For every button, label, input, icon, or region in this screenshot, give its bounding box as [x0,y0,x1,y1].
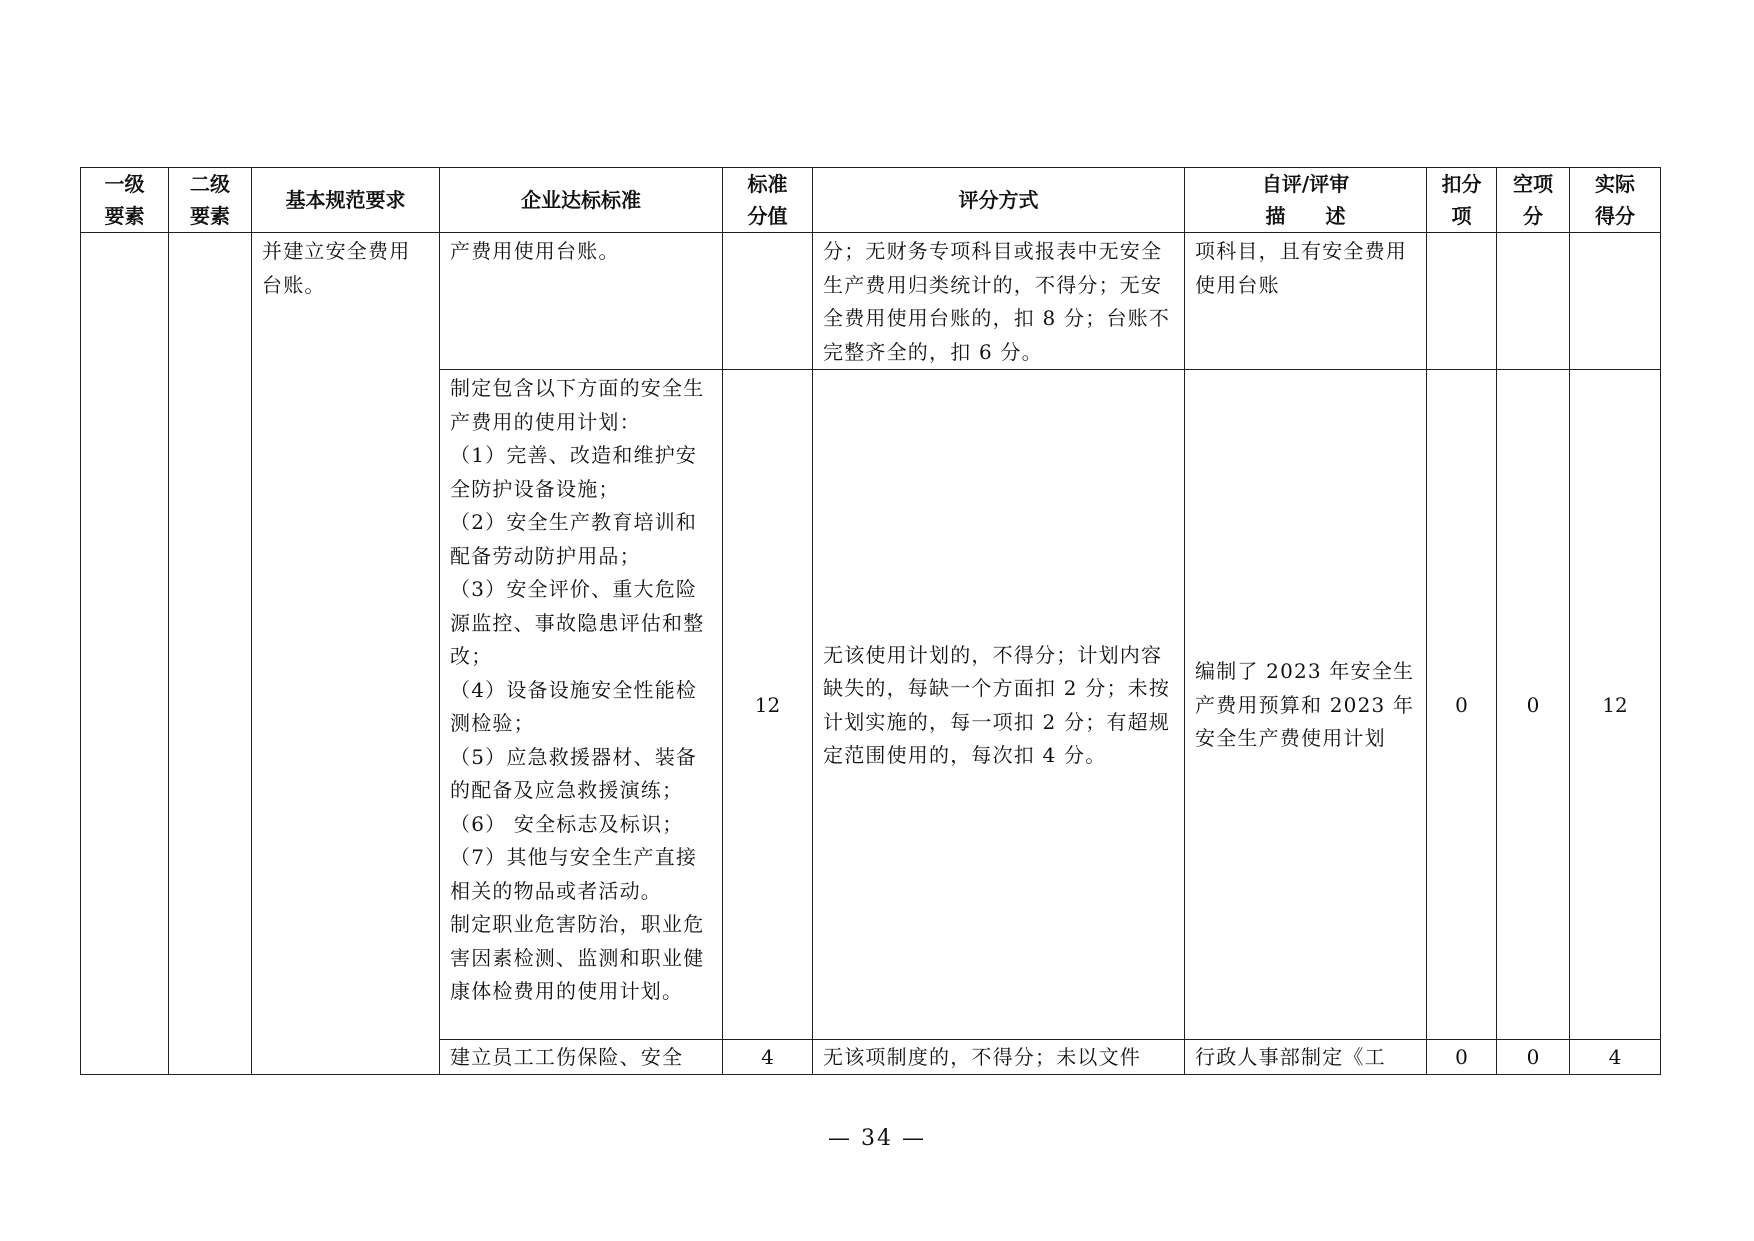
empty-score-cell [1497,233,1570,370]
actual-score-cell [1570,233,1661,370]
header-basic-requirements: 基本规范要求 [252,168,440,233]
header-level1: 一级 要素 [81,168,169,233]
scoring-method-cell: 无该使用计划的，不得分；计划内容缺失的，每缺一个方面扣 2 分；未按计划实施的，每一项扣 2 分；有超规定范围使用的，每次扣 4 分。 [813,370,1185,1040]
header-level2: 二级 要素 [169,168,252,233]
standard-score-cell: 4 [723,1040,813,1075]
standard-cell: 制定包含以下方面的安全生产费用的使用计划： （1）完善、改造和维护安全防护设备设施； （2）安全生产教育培训和配备劳动防护用品； （3）安全评价、重大危险源监控、事故隐患评估和整改； （4）设备设施安全性能检测检验； （5）应急救援器材、装备的配备及应急救援演练； （6） 安全标志及标识； （7）其他与安全生产直接相关的物品或者活动。 制定职业危害防治，职业危害因素检测、监测和职业健康体检费用的使用计划。 [440,370,723,1040]
actual-score-cell: 4 [1570,1040,1661,1075]
basic-requirement-cell: 并建立安全费用台账。 [252,233,440,1075]
scoring-method-cell: 无该项制度的，不得分；未以文件 [813,1040,1185,1075]
standard-score-cell: 12 [723,370,813,1040]
header-empty-item-score: 空项 分 [1497,168,1570,233]
header-standard-score: 标准 分值 [723,168,813,233]
review-description-cell: 项科目，且有安全费用使用台账 [1185,233,1427,370]
level1-cell [81,233,169,1075]
deduction-cell: 0 [1427,370,1497,1040]
header-actual-score: 实际 得分 [1570,168,1661,233]
review-description-cell: 行政人事部制定《工 [1185,1040,1427,1075]
evaluation-table [80,167,1661,1075]
deduction-cell: 0 [1427,1040,1497,1075]
header-review-description: 自评/评审 描 述 [1185,168,1427,233]
empty-score-cell: 0 [1497,370,1570,1040]
level2-cell [169,233,252,1075]
deduction-cell [1427,233,1497,370]
standard-cell: 建立员工工伤保险、安全 [440,1040,723,1075]
page-number: — 34 — [828,1126,926,1151]
table-row [81,233,1661,370]
scoring-method-cell: 分；无财务专项科目或报表中无安全生产费用归类统计的，不得分；无安全费用使用台账的，扣 8 分；台账不完整齐全的，扣 6 分。 [813,233,1185,370]
standard-score-cell [723,233,813,370]
review-description-cell: 编制了 2023 年安全生产费用预算和 2023 年安全生产费使用计划 [1185,370,1427,1040]
header-scoring-method: 评分方式 [813,168,1185,233]
empty-score-cell: 0 [1497,1040,1570,1075]
actual-score-cell: 12 [1570,370,1661,1040]
standard-cell: 产费用使用台账。 [440,233,723,370]
header-deduction-items: 扣分 项 [1427,168,1497,233]
table-header-row [81,168,1661,233]
header-enterprise-standard: 企业达标标准 [440,168,723,233]
